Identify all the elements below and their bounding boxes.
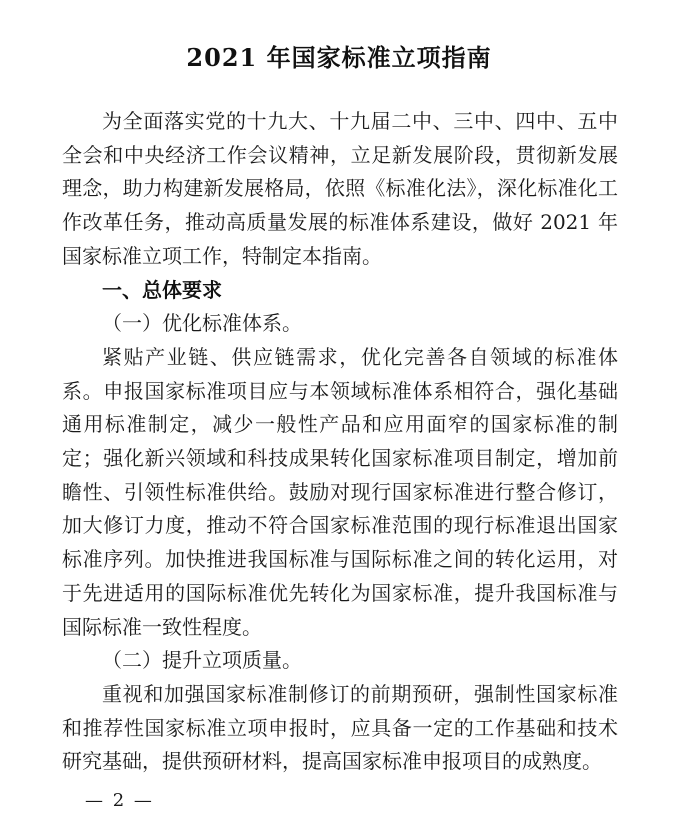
intro-paragraph: 为全面落实党的十九大、十九届二中、三中、四中、五中全会和中央经济工作会议精神，立足新发展阶段，贯彻新发展理念，助力构建新发展格局，依照《标准化法》，深化标准化工作改革任务，推动高质量发展的标准体系建设，做好 2021 年国家标准立项工作，特制定本指南。 [62,109,618,268]
document-title: 2021 年国家标准立项指南 [186,43,492,72]
subsection-1-body: 紧贴产业链、供应链需求，优化完善各自领域的标准体系。申报国家标准项目应与本领域标准体系相符合，强化基础通用标准制定，减少一般性产品和应用面窄的国家标准的制定；强化新兴领域和科技成果转化国家标准项目制定，增加前瞻性、引领性标准供给。鼓励对现行国家标准进行整合修订，加大修订力度，推动不符合国家标准范围的现行标准退出国家标准序列。加快推进我国标准与国际标准之间的转化运用，对于先进适用的国际标准优先转化为国家标准，提升我国标准与国际标准一致性程度。 [62,344,618,639]
document-body [62,105,618,779]
subsection-2-body: 重视和加强国家标准制修订的前期预研，强制性国家标准和推荐性国家标准立项申报时，应具备一定的工作基础和技术研究基础，提供预研材料，提高国家标准申报项目的成熟度。 [62,681,618,774]
page-number: — 2 — [85,790,154,811]
subsection-2-heading: （二）提升立项质量。 [102,648,302,673]
section-1-heading: 一、总体要求 [102,277,222,302]
subsection-1-heading: （一）优化标准体系。 [102,311,302,336]
